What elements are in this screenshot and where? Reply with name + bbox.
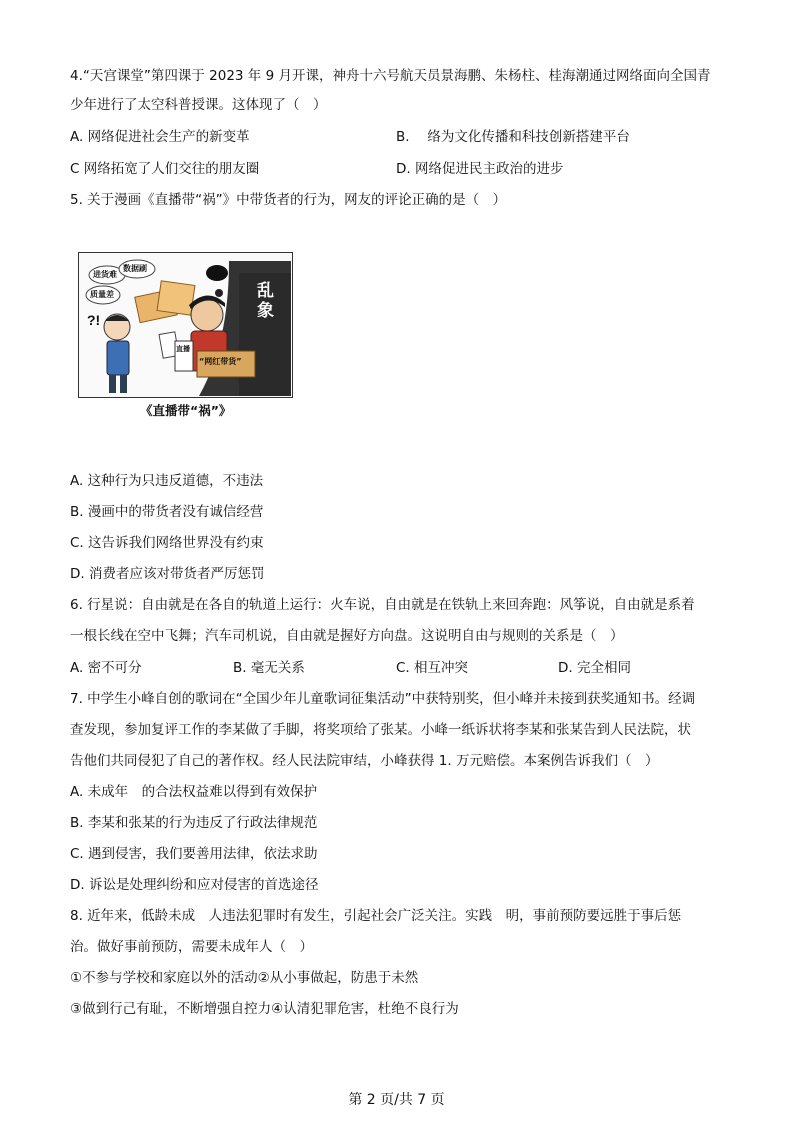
q8-stem-line2: 治。做好事前预防，需要未成年人（ ） [70,939,313,955]
cartoon-phone-label: 直播 [176,345,190,353]
q8-items-1-2: ①不参与学校和家庭以外的活动②从小事做起，防患于未然 [70,970,419,986]
q5-option-b: B. 漫画中的带货者没有诚信经营 [70,504,264,520]
q7-stem-line1: 7. 中学生小峰自创的歌词在“全国少年儿童歌词征集活动”中获特别奖，但小峰并未接到获奖通知书。经调 [70,691,696,707]
q8-stem-line1: 8. 近年来，低龄未成 人违法犯罪时有发生，引起社会广泛关注。实践 明，事前预防要远胜于事后惩 [70,908,682,924]
q8-items-3-4: ③做到行己有耻，不断增强自控力④认清犯罪危害，杜绝不良行为 [70,1001,459,1017]
q7-stem-line3: 告他们共同侵犯了自己的著作权。经人民法院审结，小峰获得 1. 万元赔偿。本案例告诉我们（ ） [70,753,659,769]
cartoon-bubble-3: 质量差 [90,290,114,299]
q7-option-d: D. 诉讼是处理纠纷和应对侵害的首选途径 [70,877,319,893]
q4-stem-line1: 4.“天宫课堂”第四课于 2023 年 9 月开课，神舟十六号航天员景海鹏、朱杨柱、桂海潮通过网络面向全国青 [70,68,711,84]
q5-stem: 5. 关于漫画《直播带“祸”》中带货者的行为，网友的评论正确的是（ ） [70,192,507,208]
q6-stem-line1: 6. 行星说：自由就是在各自的轨道上运行：火车说，自由就是在铁轨上来回奔跑：风筝说，自由就是系着 [70,597,695,613]
q6-option-a: A. 密不可分 [70,660,142,676]
q7-option-c: C. 遇到侵害，我们要善用法律，依法求助 [70,846,318,862]
svg-text:?!: ?! [87,312,101,328]
cartoon-bubble-1: 进货难 [93,270,117,279]
q6-option-b: B. 毫无关系 [233,660,305,676]
q4-option-a: A. 网络促进社会生产的新变革 [70,129,250,145]
q7-option-b: B. 李某和张某的行为违反了行政法律规范 [70,815,318,831]
cartoon-caption: 《直播带“祸”》 [140,403,232,418]
q7-option-a: A. 未成年 的合法权益难以得到有效保护 [70,784,318,800]
page-number-footer: 第 2 页/共 7 页 [348,1092,445,1108]
q5-option-a: A. 这种行为只违反道德，不违法 [70,473,264,489]
q4-option-b: B. 络为文化传播和科技创新搭建平台 [396,129,630,145]
cartoon-box-label: “网红带货” [199,357,242,366]
q4-option-d: D. 网络促进民主政治的进步 [396,161,564,177]
q5-option-d: D. 消费者应该对带货者严厉惩罚 [70,566,265,582]
cartoon-bubble-2: 数据刷 [123,264,147,273]
q7-stem-line2: 查发现，参加复评工作的李某做了手脚，将奖项给了张某。小峰一纸诉状将李某和张某告到人民法院，状 [70,722,691,738]
q6-option-c: C. 相互冲突 [396,660,469,676]
q5-option-c: C. 这告诉我们网络世界没有约束 [70,535,264,551]
cartoon-side-text: 乱象 [257,281,274,321]
q4-option-c: C 网络拓宽了人们交往的朋友圈 [70,161,260,177]
cartoon-image [78,252,293,398]
q6-option-d: D. 完全相同 [558,660,631,676]
q6-stem-line2: 一根长线在空中飞舞；汽车司机说，自由就是握好方向盘。这说明自由与规则的关系是（ ） [70,628,624,644]
q4-stem-line2: 少年进行了太空科普授课。这体现了（ ） [70,97,327,113]
